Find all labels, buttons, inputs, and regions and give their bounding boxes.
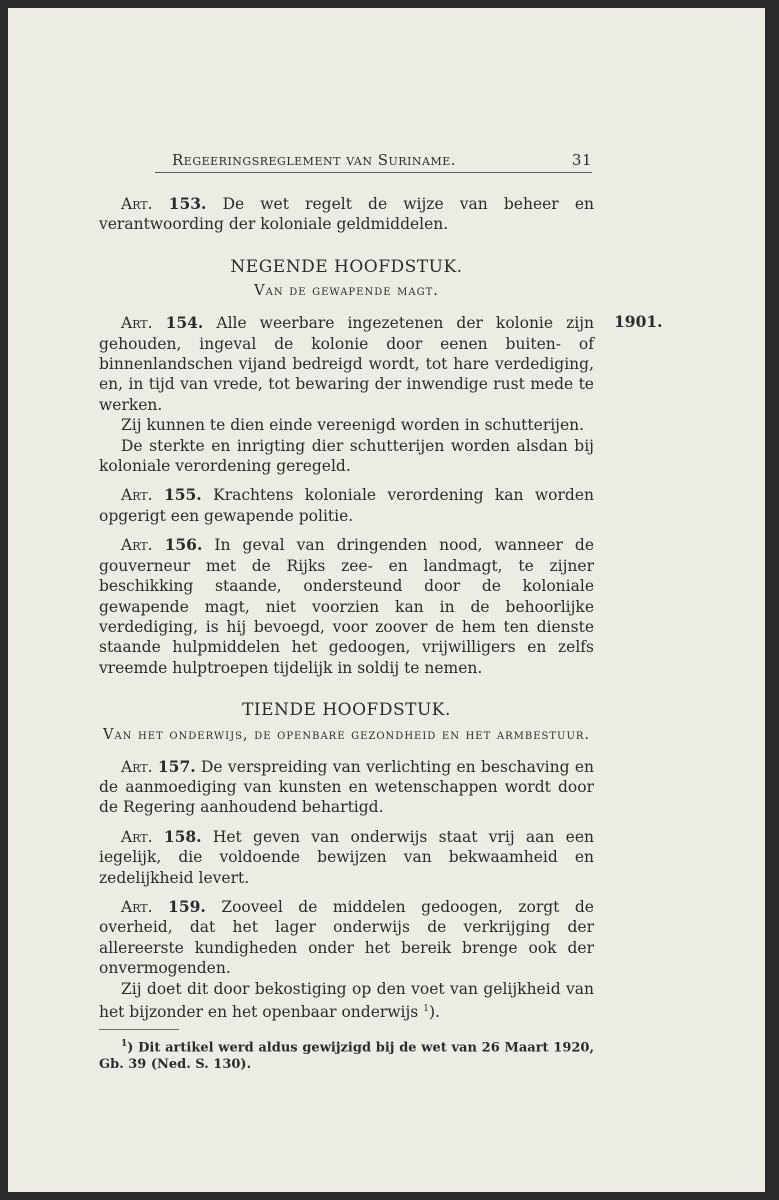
article-153 — [99, 194, 594, 235]
article-text: De verspreiding van verlichting en beschaving en de aanmoediging van kunsten en wetenschappen wordt door de Regering aanhoudend behartigd. — [99, 757, 594, 817]
chapter-9-subtitle: Van de gewapende magt. — [254, 283, 439, 300]
article-label: Art. — [121, 314, 153, 333]
footnote-reference[interactable]: 1 — [423, 1004, 429, 1014]
article-label: Art. — [121, 486, 153, 505]
article-text: De wet regelt de wijze van beheer en verantwoording der koloniale geldmiddelen. — [99, 195, 594, 234]
footnote-text: Dit artikel werd aldus gewijzigd bij de wet van 26 Maart 1920, Gb. 39 (Ned. S. 130). — [99, 1039, 594, 1072]
article-155 — [99, 485, 594, 526]
article-159 — [99, 897, 594, 979]
header-rule — [155, 172, 592, 173]
book-page — [8, 8, 765, 1192]
chapter-10-subtitle: Van het onderwijs, de openbare gezondheid en het armbestuur. — [102, 726, 591, 743]
article-number: 158. — [163, 826, 202, 846]
article-158 — [99, 827, 594, 888]
running-header — [172, 151, 592, 169]
article-label: Art. — [121, 757, 153, 776]
article-159-paragraph-2 — [99, 979, 594, 1023]
footnote-rule — [99, 1029, 179, 1030]
article-154-paragraph-2: Zij kunnen te dien einde vereenigd worden in schutterijen. — [121, 416, 585, 435]
article-text: In geval van dringenden nood, wanneer de gouverneur met de Rijks zee- en landmagt, te zijner beschikking staande, ondersteund door de koloniale gewapende magt, niet voorzien kan in de behoorlijke verdediging, is hij bevoegd, voor zoover de hem ten dienste staande hulpmiddelen het gedoogen, vrijwilligers en zelfs vreemde hulptroepen tijdelijk in soldij te nemen. — [99, 536, 594, 677]
page-number: 31 — [571, 151, 592, 169]
article-number: 153. — [168, 194, 207, 213]
article-156 — [99, 535, 594, 678]
article-text: Zooveel de middelen gedoogen, zorgt de overheid, dat het lager onderwijs de verkrijging der allereerste kundigheden onder het bereik brenge ook der onvermogenden. — [99, 897, 594, 978]
article-text: Alle weerbare ingezetenen der kolonie zijn gehouden, ingeval de kolonie door eenen buiten- of binnenlandschen vijand bedreigd wordt, tot hare verdediging, en, in tijd van vrede, tot bewaring der inwendige rust mede te werken. — [99, 314, 594, 414]
margin-note-year: 1901. — [614, 312, 663, 331]
footnote — [99, 1036, 594, 1073]
footnote-reference-close: ). — [428, 1003, 440, 1022]
article-154 — [99, 313, 594, 415]
article-154-paragraph-3: De sterkte en inrigting dier schutterijen worden alsdan bij koloniale verordening geregeld. — [99, 436, 594, 476]
article-number: 155. — [163, 485, 202, 505]
article-number: 159. — [168, 896, 206, 916]
article-label: Art. — [121, 536, 153, 555]
article-label: Art. — [121, 827, 153, 846]
article-number: 156. — [164, 535, 203, 555]
article-text: Zij doet dit door bekostiging op den voet van gelijkheid van het bijzonder en het openbaar onderwijs — [99, 979, 594, 1022]
text-column — [99, 194, 594, 1073]
article-text: Het geven van onderwijs staat vrij aan een iegelijk, die voldoende bewijzen van bekwaamheid en zedelijkheid levert. — [99, 827, 594, 887]
article-number: 157. — [157, 756, 196, 776]
running-title: Regeeringsreglement van Suriname. — [172, 151, 457, 169]
chapter-10-title: TIENDE HOOFDSTUK. — [242, 700, 451, 721]
article-157 — [99, 757, 594, 818]
footnote-marker: 1 — [121, 1038, 128, 1049]
article-label: Art. — [121, 897, 153, 916]
article-label: Art. — [121, 195, 153, 213]
footnote-marker-paren: ) — [127, 1039, 134, 1055]
article-number: 154. — [165, 313, 204, 333]
article-text: Krachtens koloniale verordening kan worden opgerigt een gewapende politie. — [99, 486, 594, 525]
chapter-9-title: NEGENDE HOOFDSTUK. — [230, 256, 463, 277]
